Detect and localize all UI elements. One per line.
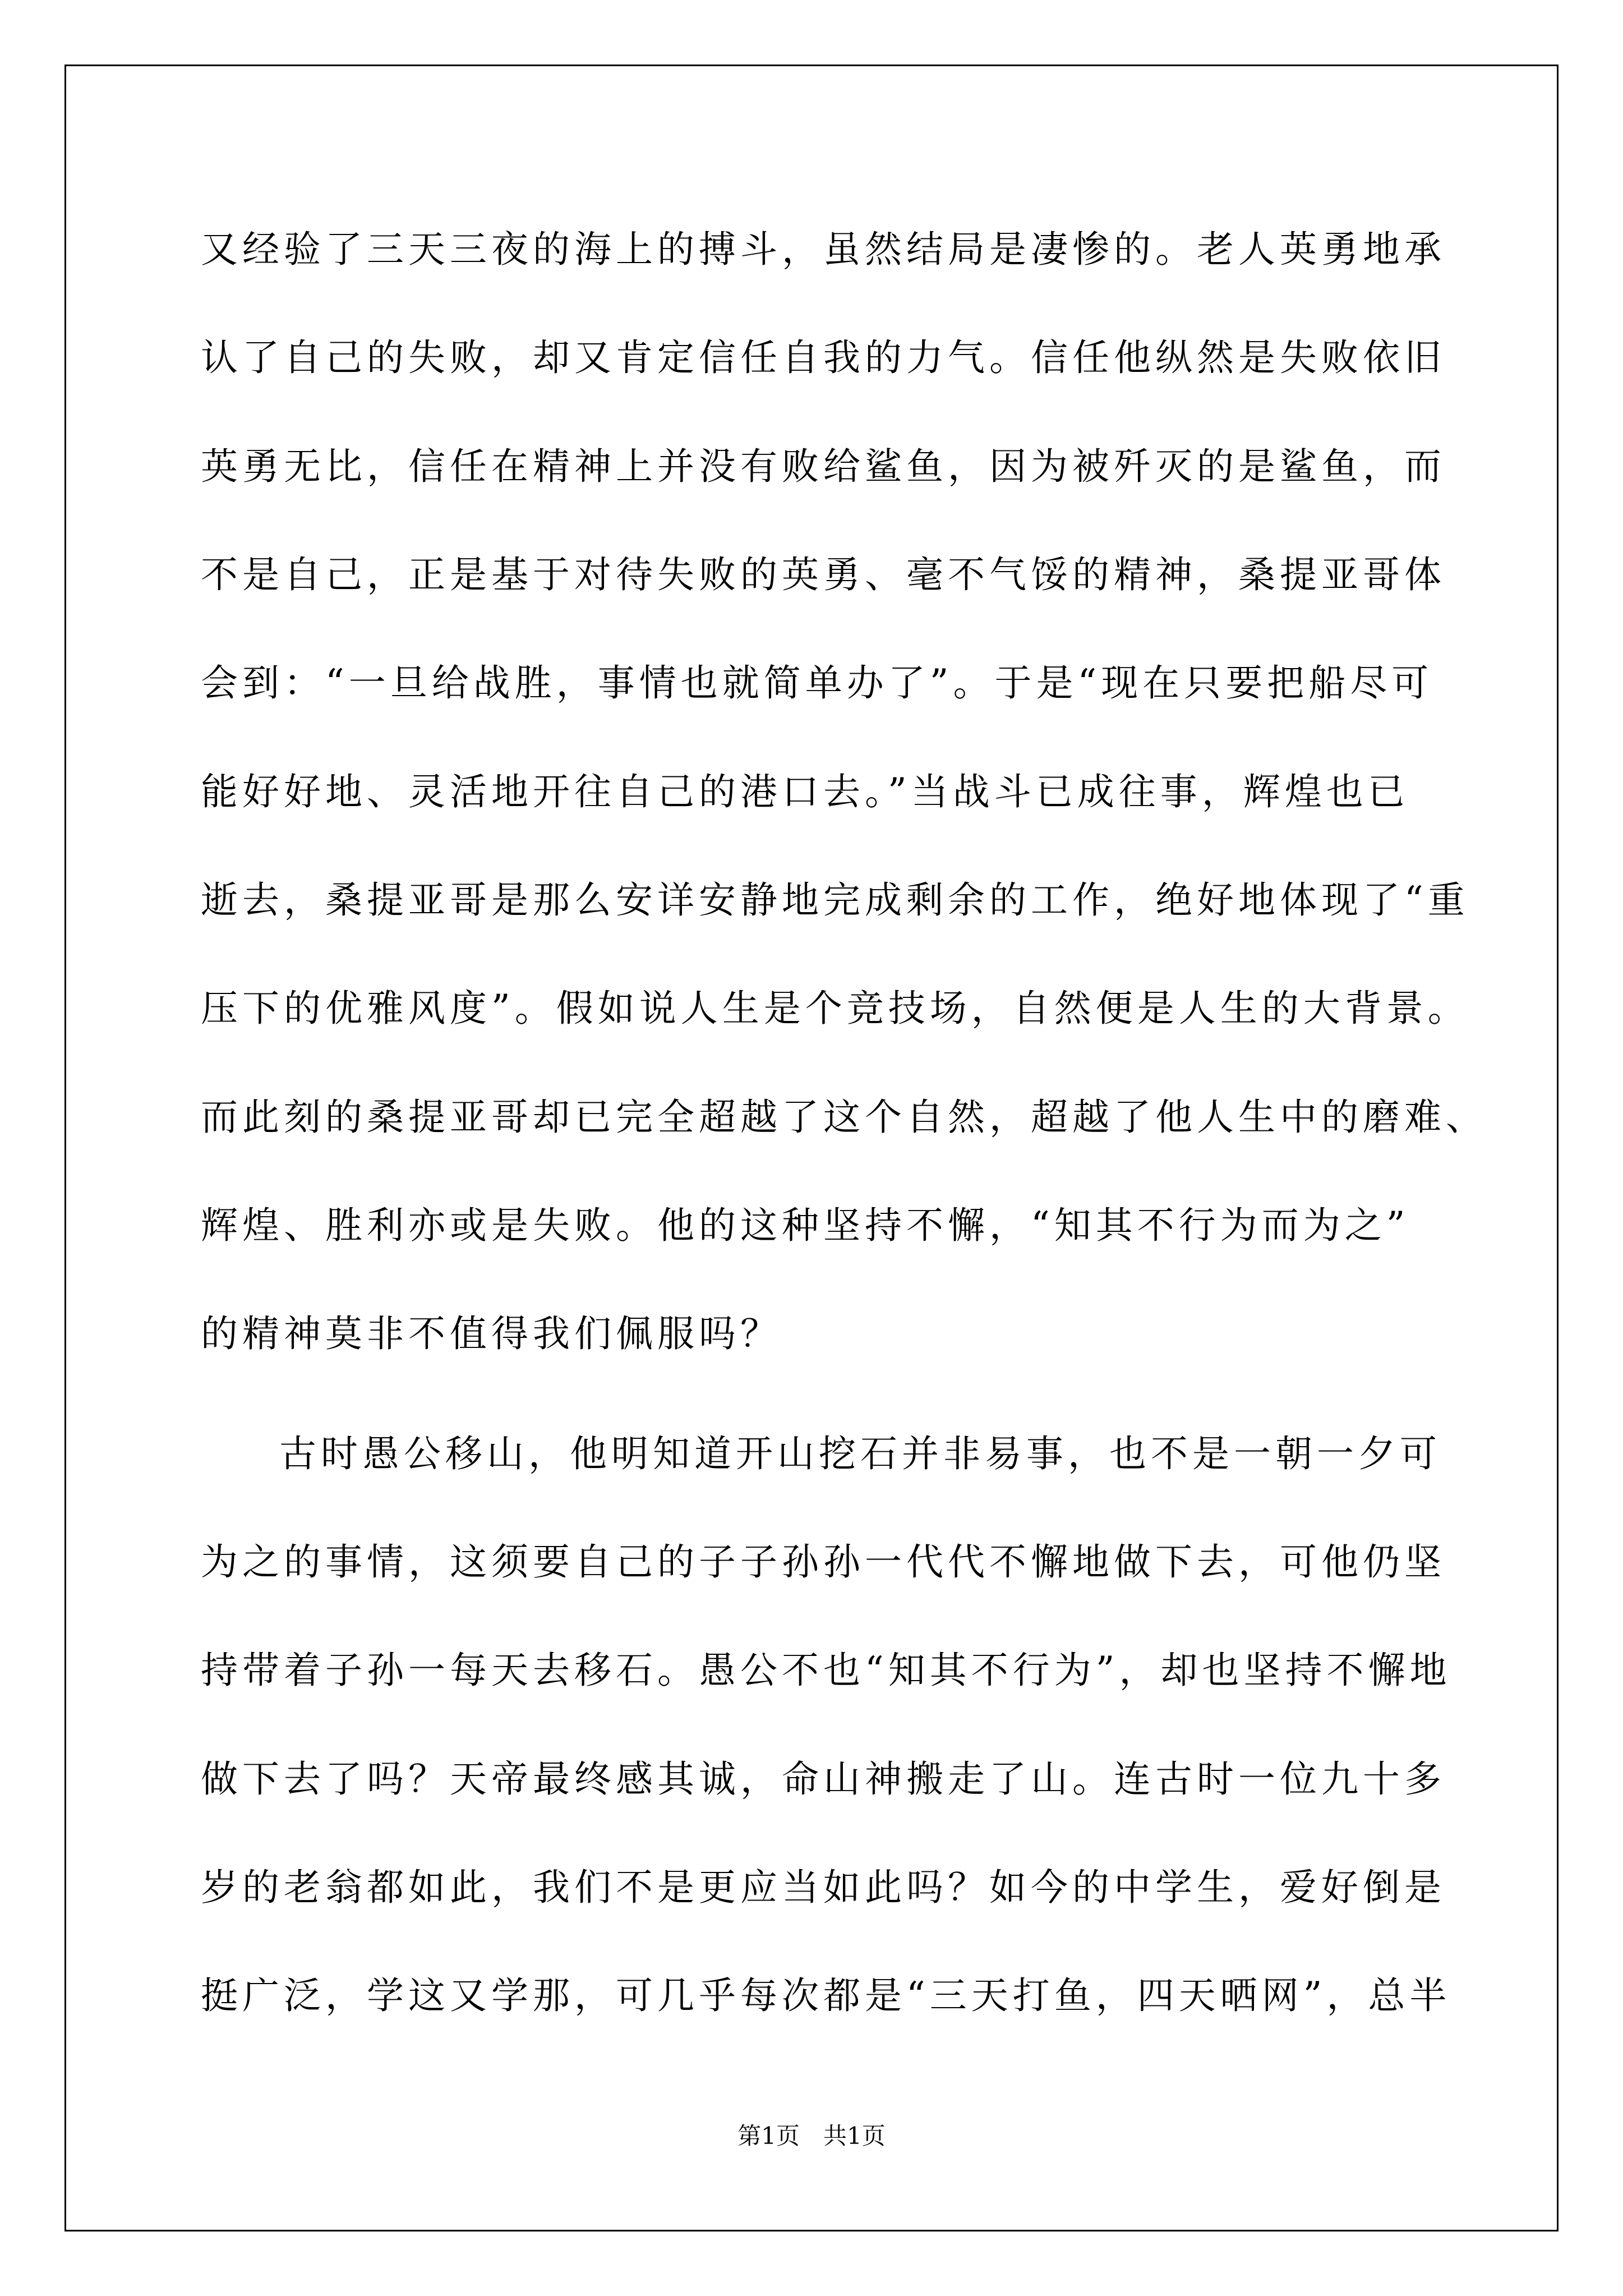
text-line: 认了自己的失败，却又肯定信任自我的力气。信任他纵然是失败依旧 bbox=[201, 336, 1446, 379]
text-line: 逝去，桑提亚哥是那么安详安静地完成剩余的工作，绝好地体现了“重 bbox=[201, 878, 1469, 922]
page-number-footer: 第1页 共1页 bbox=[737, 2122, 886, 2150]
text-line: 又经验了三天三夜的海上的搏斗，虽然结局是凄惨的。老人英勇地承 bbox=[201, 228, 1446, 271]
text-line: 做下去了吗？天帝最终感其诚，命山神搬走了山。连古时一位九十多 bbox=[201, 1757, 1446, 1801]
text-line: 辉煌、胜利亦或是失败。他的这种坚持不懈，“知其不行为而为之” bbox=[201, 1204, 1410, 1247]
text-line: 压下的优雅风度”。假如说人生是个竞技场，自然便是人生的大背景。 bbox=[201, 987, 1469, 1030]
text-line: 能好好地、灵活地开往自己的港口去。”当战斗已成往事，辉煌也已 bbox=[201, 770, 1409, 813]
text-line: 为之的事情，这须要自己的子子孙孙一代代不懈地做下去，可他仍坚 bbox=[201, 1540, 1446, 1584]
text-line: 岁的老翁都如此，我们不是更应当如此吗？如今的中学生，爱好倒是 bbox=[201, 1866, 1446, 1909]
text-line: 的精神莫非不值得我们佩服吗？ bbox=[201, 1312, 782, 1355]
text-line: 挺广泛，学这又学那，可几乎每次都是“三天打鱼，四天晒网”，总半 bbox=[201, 1974, 1451, 2017]
text-line: 英勇无比，信任在精神上并没有败给鲨鱼，因为被歼灭的是鲨鱼，而 bbox=[201, 445, 1446, 488]
text-line: 不是自己，正是基于对待失败的英勇、毫不气馁的精神，桑提亚哥体 bbox=[201, 553, 1446, 596]
text-line: 而此刻的桑提亚哥却已完全超越了这个自然，超越了他人生中的磨难、 bbox=[201, 1096, 1487, 1139]
text-line: 持带着子孙一每天去移石。愚公不也“知其不行为”，却也坚持不懈地 bbox=[201, 1649, 1451, 1692]
text-line: 会到：“一旦给战胜，事情也就简单办了”。于是“现在只要把船尽可 bbox=[201, 661, 1433, 705]
paragraph-first-line: 古时愚公移山，他明知道开山挖石并非易事，也不是一朝一夕可 bbox=[279, 1432, 1441, 1475]
